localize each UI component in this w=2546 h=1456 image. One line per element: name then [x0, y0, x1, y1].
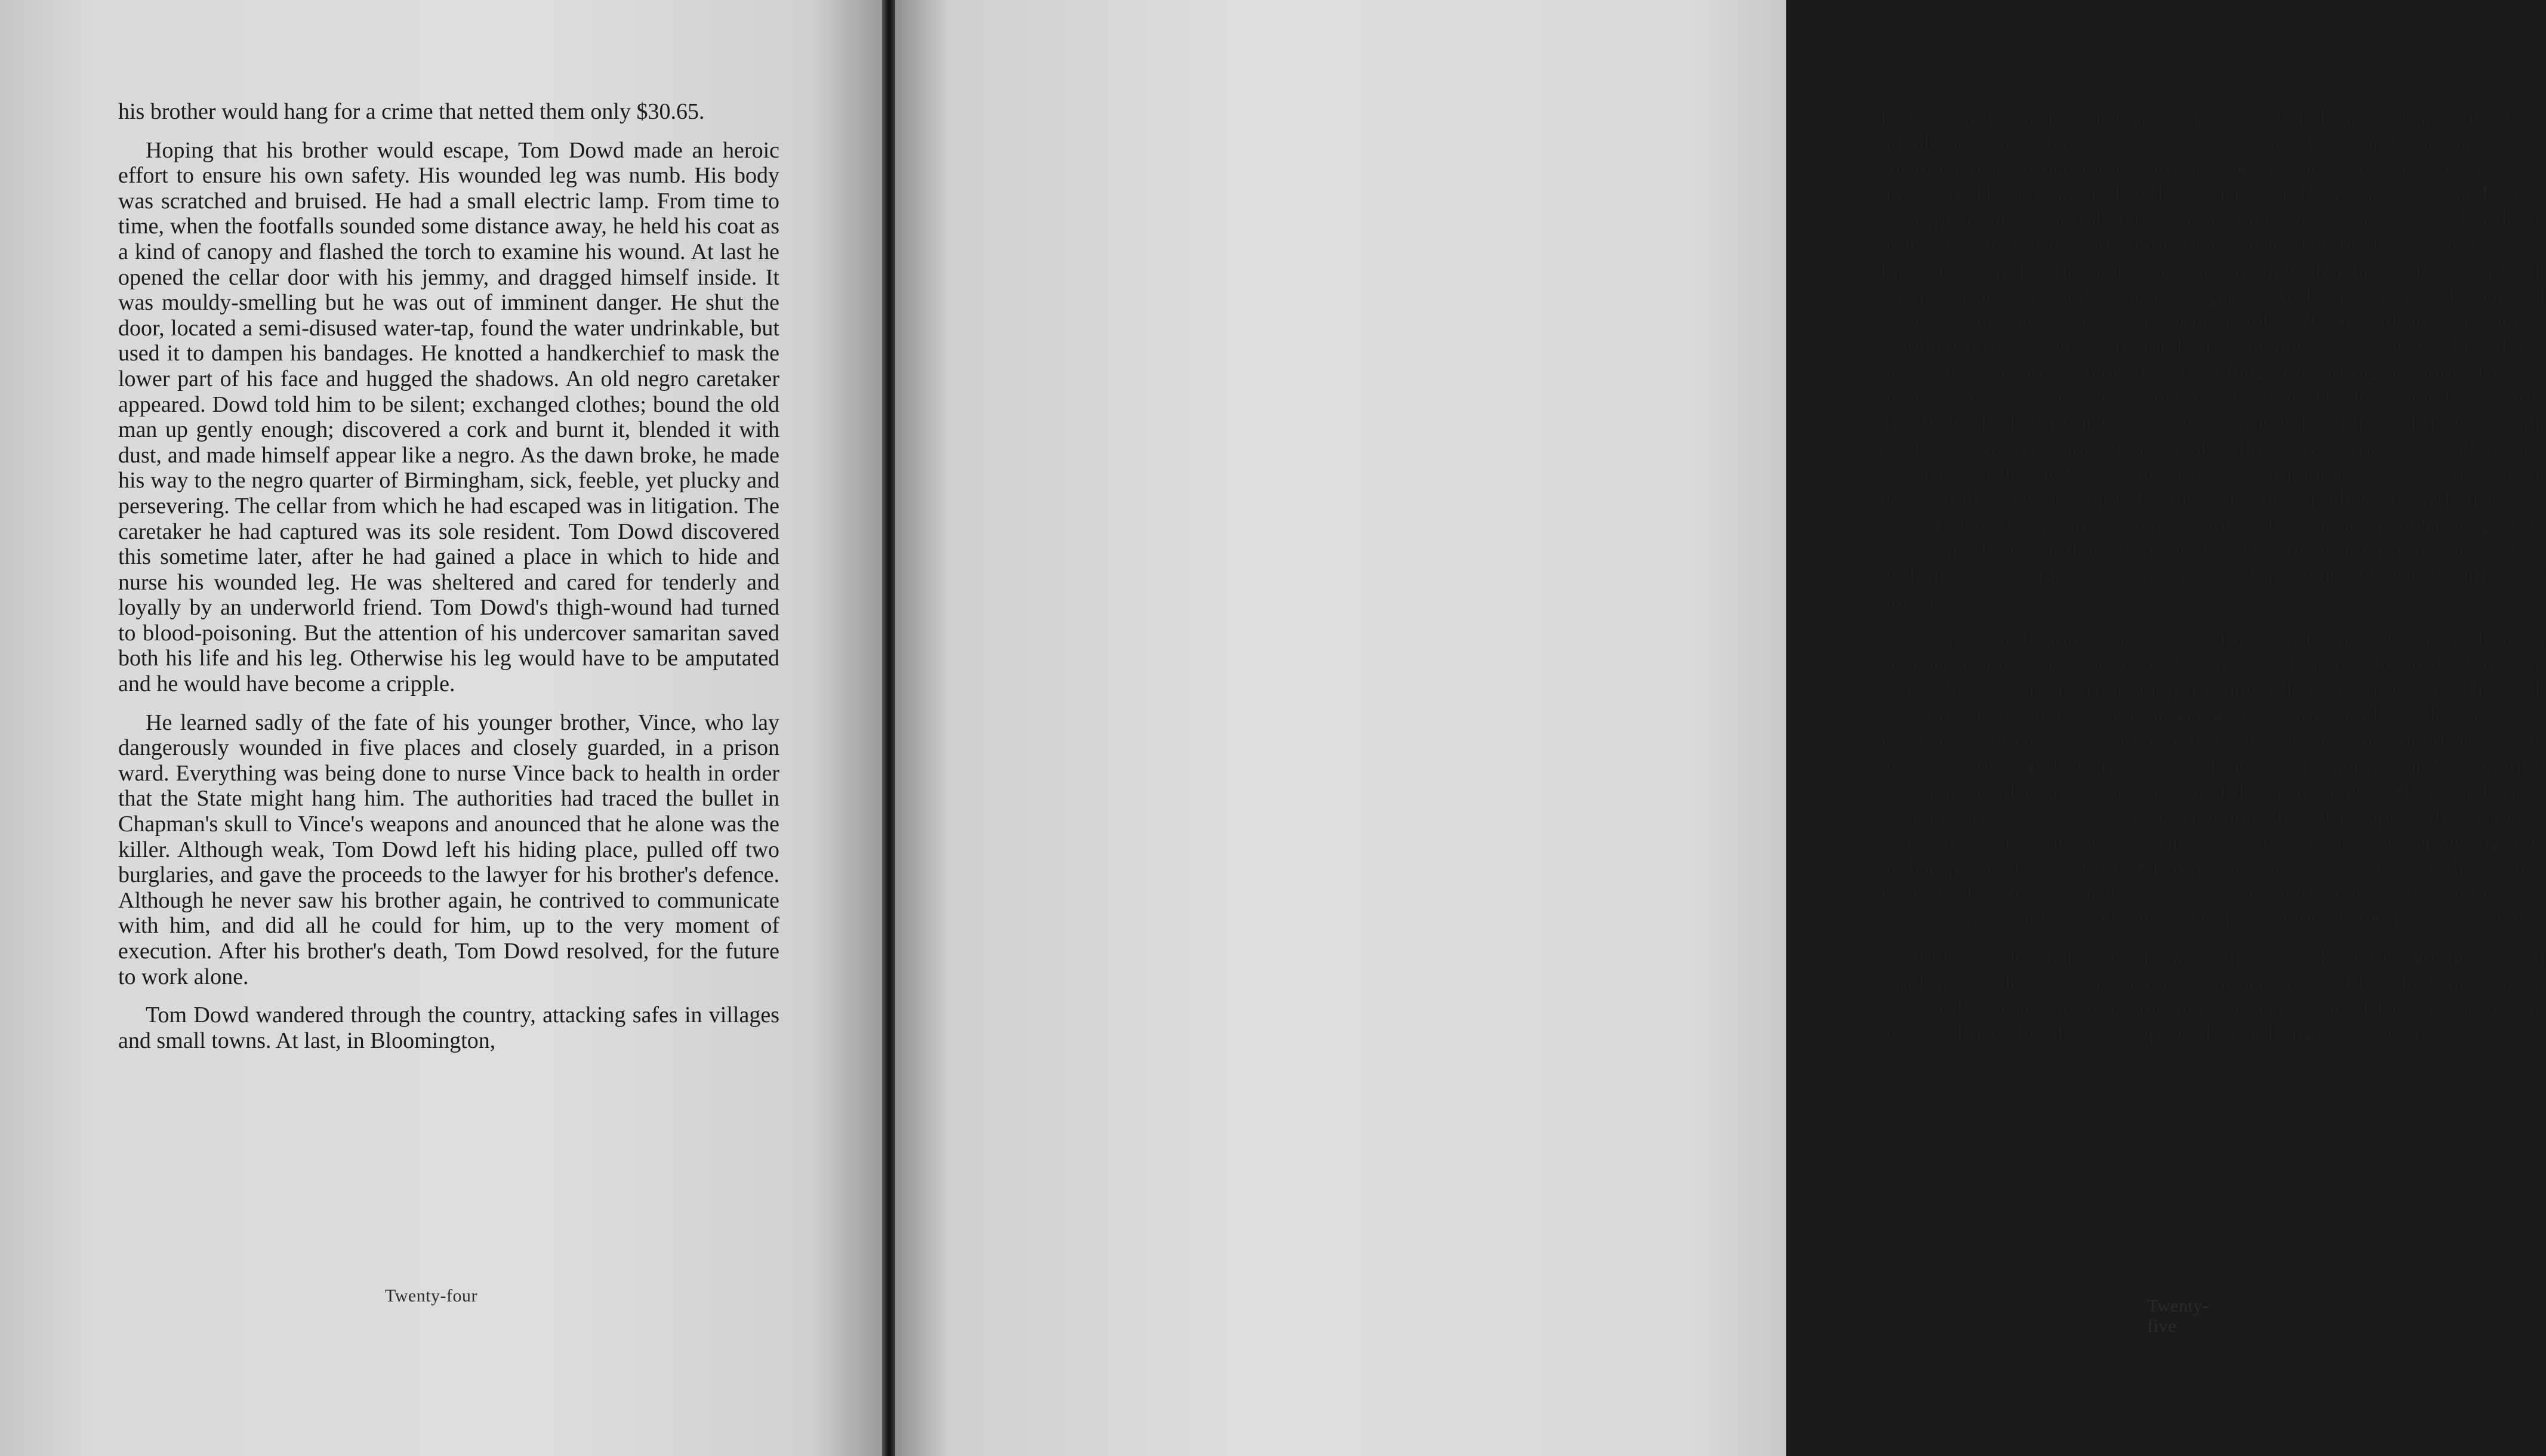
book-gutter — [882, 0, 895, 1456]
paragraph: Hoping that his brother would escape, Tom Dowd made an heroic effort to ensure his own safety. His wounded leg was numb. His body was scratched and bruised. He had a small electric lamp. From time to time, when the footfalls sounded some distance away, he held his coat as a kind of canopy and flashed the torch to examine his wound. At last he opened the cellar door with his jemmy, and dragged himself inside. It was mouldy-smelling but he was out of imminent danger. He shut the door, located a semi-disused water-tap, found the water undrinkable, but used it to dampen his bandages. He knotted a handkerchief to mask the lower part of his face and hugged the shadows. An old negro caretaker appeared. Dowd told him to be silent; exchanged clothes; bound the old man up gently enough; discovered a cork and burnt it, blended it with dust, and made himself appear like a negro. As the dawn broke, he made his way to the negro quarter of Birmingham, sick, feeble, yet plucky and persevering. The cellar from which he had escaped was in litigation. The caretaker he had captured was its sole resident. Tom Dowd discovered this sometime later, after he had gained a place in which to hide and nurse his wounded leg. He was sheltered and cared for tenderly and loyally by an underworld friend. Tom Dowd's thigh-wound had turned to blood-poisoning. But the attention of his undercover samaritan saved both his life and his leg. Otherwise his leg would have to be amputated and he would have become a cripple. — [118, 137, 779, 697]
right-page — [895, 0, 2546, 1456]
paragraph: Tom Dowd wandered through the country, attacking safes in villages and small towns. At last, in Bloomington, — [118, 1002, 779, 1053]
paragraph: Tom was clever. He again waited a few weeks before going crazy. It would never do to assume madness immediately. At last the time came to execute his strategem. One morning, a keeper found Dowd lounging in his cell, flushed with fever apparently, rambling extravagantly. — [1880, 945, 2546, 1046]
page-number-left: Twenty-four — [385, 1286, 478, 1306]
paragraph: He learned sadly of the fate of his younger brother, Vince, who lay dangerously wounded in five places and closely guarded, in a prison ward. Everything was being done to nurse Vince back to health in order that the State might hang him. The authorities had traced the bullet in Chapman's skull to Vince's weapons and anounced that he alone was the killer. Although weak, Tom Dowd left his hiding place, pulled off two burglaries, and gave the proceeds to the lawyer for his brother's defence. Although he never saw his brother again, he contrived to communicate with him, and did all he could for him, up to the very moment of execution. After his brother's death, Tom Dowd resolved, for the future to work alone. — [118, 710, 779, 989]
left-page-text — [118, 99, 779, 1066]
left-page — [0, 0, 882, 1456]
right-page-text — [1880, 105, 2546, 1059]
paragraph-continuation: Illinois, he broke into a general store, exploded the safe, but jarred the telephone wire. This acted as a burglar alarm and the store was surrounded by armed men. Vince had been dead two years and Tom was unarmed. He surrendered and was tried and sentenced to the Illinois State penitentiary at Joliet for a term of fifteen years. He settled down mildly to prison life, and although the police had declared that he was a lone and resolute marauder, no one dreamed that he would attempt an escape. Joliet was said to be impregnable. In his heart, he believed that there was no such thing as an unbreakable jail. He had heard of others who had failed, even when aided with big sums from outside. Dowd had no money and no confederate. He belonged to no organisation. He was utterly alone. And he was unconquered within. He determined to escape. To do this he had to discover the flaw, mental or physical, in the prison or its system. This job of unearthing the “ soft spot ” was subtle and extensive. It demanded resourcefulness and patience. After two years he discovered what he wanted. One way and another, he had inspected every inch of the prison except the hospital. Then he managed to get into the hospital, and studied it thoroughly. One department remained closed to him—the insane ward. He resolved to penetrate this chamber of horrors. — [1880, 105, 2546, 613]
paragraph: After several more weeks of waiting and trying, Dowd got himself attached to the gang that cleaned the prison. One day he strolled into the ward of those whom crime and punishment had driven insane. His work was almost complete, when the keeper or warder in charge left the ward for a few moments. Dowd dashed to the windows and found one of the gratings loose. He left his bucket behind “ accidentally ” and reported it: was reprimanded, and sent in the next day to recover it. He owned a file, stolen during his “ visits ” to the machine shop. He slipped this behind a water-pipe before he left the maniacs' ward. And now, remembering how he had played the Negro in Birmingham, he resolved to play the maniac in Joliet. His aim was to be transferred to the maniacs' ward, and then to the room, in which he had concealed his weapon of liberty. What a man! — [1880, 626, 2546, 931]
page-number-right: Twenty-five — [2147, 1296, 2209, 1336]
paragraph-continuation: his brother would hang for a crime that netted them only $30.65. — [118, 99, 705, 124]
